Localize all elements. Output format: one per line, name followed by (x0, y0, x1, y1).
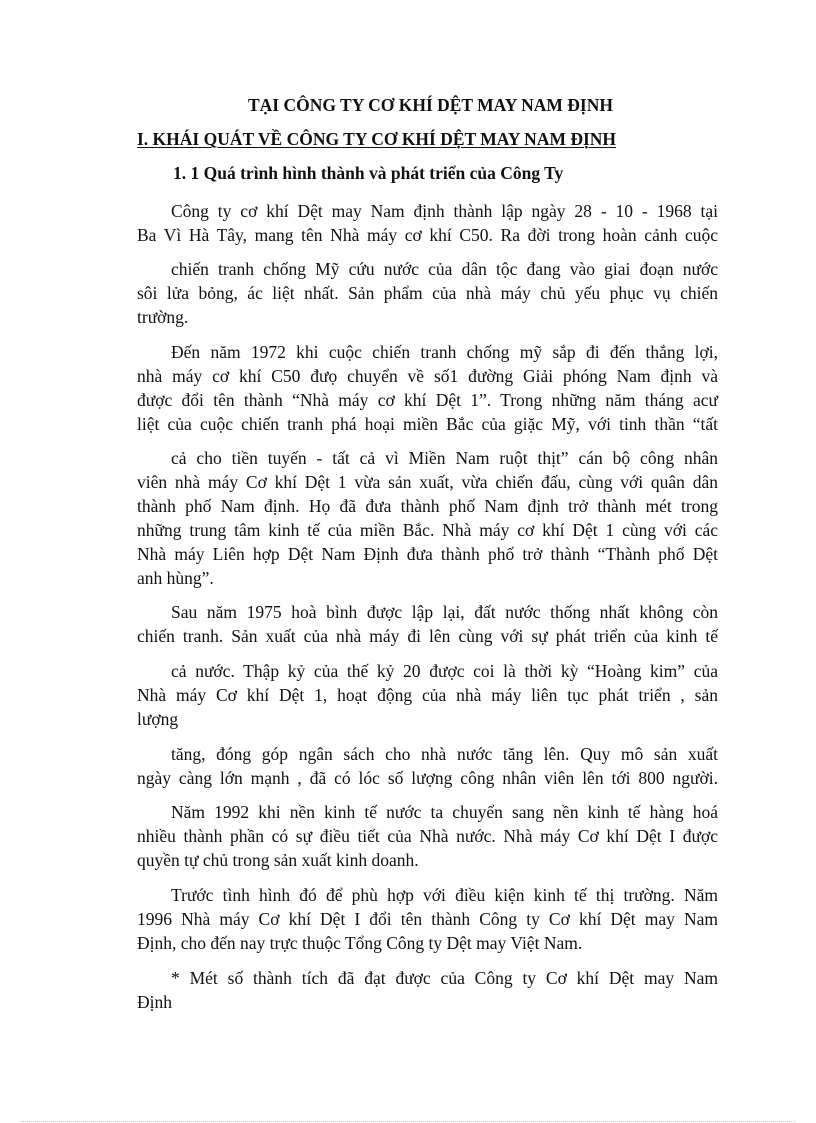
body-line: Đến năm 1972 khi cuộc chiến tranh chống mỹ sắp đi đến thắng lợi, (171, 342, 718, 362)
body-line: liệt của cuộc chiến tranh phá hoại miền Bắc của giặc Mỹ, với tinh thần “tất (137, 414, 718, 434)
page-bottom-divider (20, 1121, 796, 1122)
body-line: tăng, đóng góp ngân sách cho nhà nước tăng lên. Quy mô sản xuất (171, 744, 718, 764)
body-line: Sau năm 1975 hoà bình được lập lại, đất nước thống nhất không còn (171, 602, 718, 622)
body-line: nhiều thành phần có sự điều tiết của Nhà nước. Nhà máy Cơ khí Dệt I được (137, 826, 718, 846)
body-line: những trung tâm kinh tế của miền Bắc. Nhà máy cơ khí Dệt 1 cùng với các (137, 520, 718, 540)
body-line: * Mét số thành tích đã đạt được của Công ty Cơ khí Dệt may Nam (171, 968, 718, 988)
body-line: Trước tình hình đó để phù hợp với điều kiện kinh tế thị trường. Năm (171, 885, 718, 905)
body-line: quyền tự chủ trong sản xuất kinh doanh. (137, 850, 419, 870)
body-line: cả nước. Thập kỷ của thế kỷ 20 được coi là thời kỳ “Hoàng kim” của (171, 661, 718, 681)
body-line: chiến tranh. Sản xuất của nhà máy đi lên cùng với sự phát triển của kinh tế (137, 626, 718, 646)
subsection-heading: 1. 1 Quá trình hình thành và phát triển của Công Ty (173, 163, 564, 183)
body-line: 1996 Nhà máy Cơ khí Dệt I đổi tên thành Công ty Cơ khí Dệt may Nam (137, 909, 718, 929)
body-line: Định (137, 992, 172, 1012)
body-line: thành phố Nam định. Họ đã đưa thành phố Nam định trở thành mét trong (137, 496, 718, 516)
body-line: Nhà máy Cơ khí Dệt 1, hoạt động của nhà máy liên tục phát triển , sản (137, 685, 718, 705)
body-line: trường. (137, 307, 189, 327)
body-line: viên nhà máy Cơ khí Dệt 1 vừa sản xuất, vừa chiến đấu, cùng với quân dân (137, 472, 718, 492)
body-line: nhà máy cơ khí C50 đưọ chuyển về số1 đường Giải phóng Nam định và (137, 366, 718, 386)
body-line: Ba Vì Hà Tây, mang tên Nhà máy cơ khí C50. Ra đời trong hoàn cảnh cuộc (137, 225, 718, 245)
body-line: ngày càng lớn mạnh , đã có lóc số lượng công nhân viên lên tới 800 người. (137, 768, 718, 788)
body-line: cả cho tiền tuyến - tất cả vì Miền Nam ruột thịt” cán bộ công nhân (171, 448, 718, 468)
body-line: anh hùng”. (137, 568, 214, 588)
body-line: Công ty cơ khí Dệt may Nam định thành lập ngày 28 - 10 - 1968 tại (171, 201, 718, 221)
body-line: sôi lửa bỏng, ác liệt nhất. Sản phẩm của nhà máy chủ yếu phục vụ chiến (137, 283, 718, 303)
body-line: lượng (137, 709, 179, 729)
document-title: TẠI CÔNG TY CƠ KHÍ DỆT MAY NAM ĐỊNH (248, 95, 613, 115)
body-line: chiến tranh chống Mỹ cứu nước của dân tộc đang vào giai đoạn nước (171, 259, 718, 279)
body-line: được đổi tên thành “Nhà máy cơ khí Dệt 1”. Trong những năm tháng acư (137, 390, 718, 410)
body-line: Năm 1992 khi nền kinh tế nước ta chuyển sang nền kinh tế hàng hoá (171, 802, 718, 822)
body-line: Nhà máy Liên hợp Dệt Nam Định đưa thành phố trở thành “Thành phố Dệt (137, 544, 718, 564)
body-line: Định, cho đến nay trực thuộc Tổng Công ty Dệt may Việt Nam. (137, 933, 583, 953)
section-heading: I. KHÁI QUÁT VỀ CÔNG TY CƠ KHÍ DỆT MAY NAM ĐỊNH (137, 129, 617, 149)
